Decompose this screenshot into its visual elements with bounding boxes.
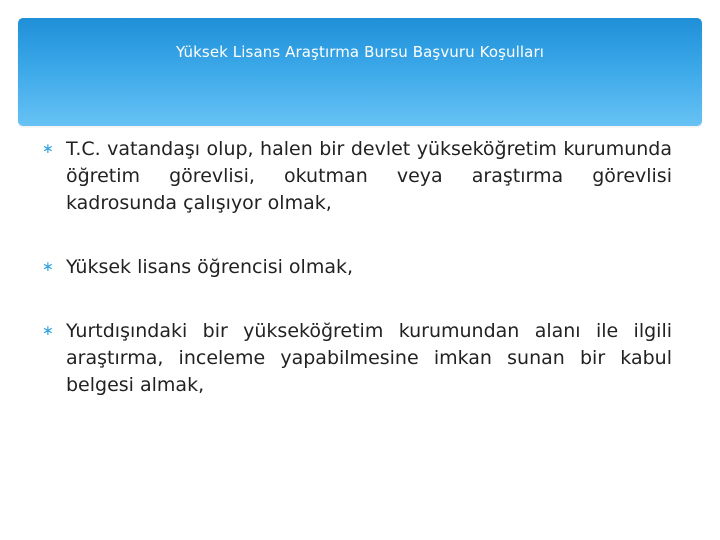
list-item (40, 254, 672, 281)
asterisk-bullet-icon: ∗ (42, 323, 54, 339)
bullet-list (40, 136, 672, 399)
page-title: Yüksek Lisans Araştırma Bursu Başvuru Koşulları (175, 43, 545, 61)
asterisk-bullet-icon: ∗ (42, 259, 54, 275)
list-item-text: Yurtdışındaki bir yükseköğretim kurumundan alanı ile ilgili araştırma, inceleme yapabilmesine imkan sunan bir kabul belgesi almak, (66, 320, 672, 396)
list-item (40, 318, 672, 399)
asterisk-bullet-icon: ∗ (42, 141, 54, 157)
list-item (40, 136, 672, 217)
list-item-text: T.C. vatandaşı olup, halen bir devlet yükseköğretim kurumunda öğretim görevlisi, okutman veya araştırma görevlisi kadrosunda çalışıyor olmak, (66, 138, 672, 214)
list-item-text: Yüksek lisans öğrencisi olmak, (66, 256, 354, 278)
title-banner (18, 18, 702, 126)
